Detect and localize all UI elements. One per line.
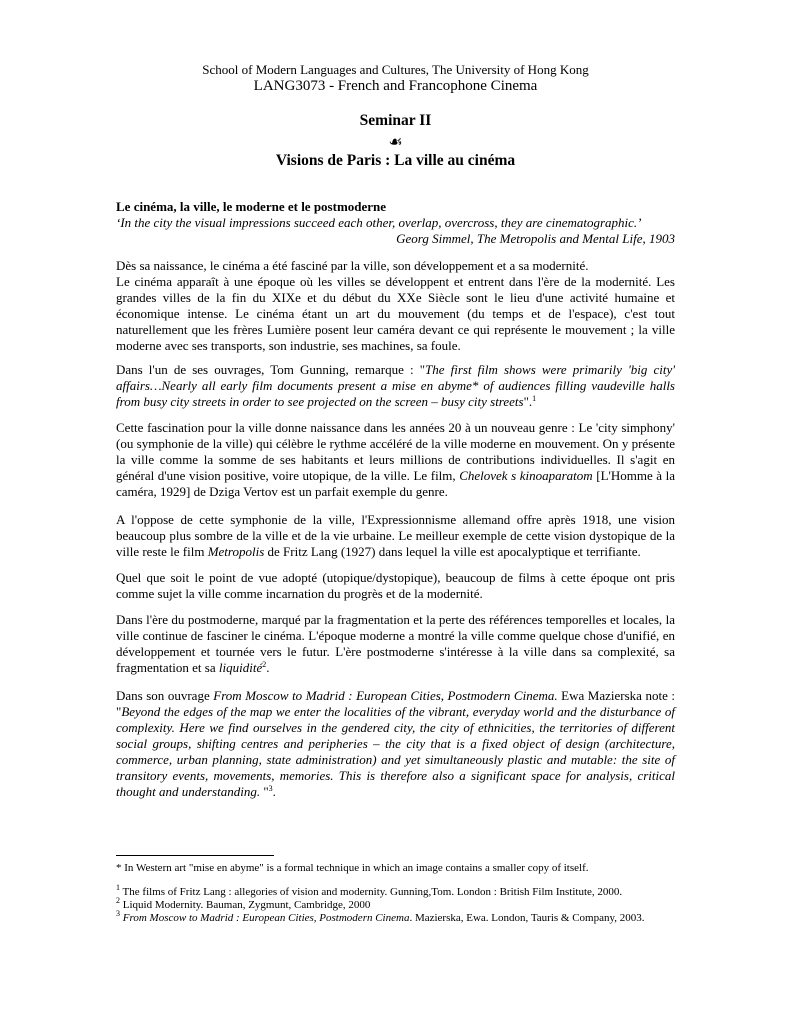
paragraph-6-text: Dans l'ère du postmoderne, marqué par la fragmentation et la perte des références temporelles et locales, la ville continue de fasciner le cinéma. L'époque moderne a montré la ville comme quelque chose d'unifié, en développement et tournée vers le futur. L'ère postmoderne s'intéresse à la ville dans sa complexité, sa fragmentation et sa [116, 612, 675, 675]
footnote-1-number: 1 [116, 883, 120, 892]
paragraph-4-text: A l'oppose de cette symphonie de la ville, l'Expressionnisme allemand offre après 1918, une vision beaucoup plus sombre de la ville et de la vie urbaine. Le meilleur exemple de cette vision dystopique de la ville reste le film [116, 512, 675, 559]
mazierska-quote: Beyond the edges of the map we enter the localities of the vibrant, everyday world and the disturbance of complexity. Here we find ourselves in the gendered city, the city of ethnicities, the territories of different social groups, shifting centres and peripheries – the city that is a fixed object of design (architecture, commerce, urban planning, state administration) and yet simultaneously plastic and mutable: the site of transitory events, movements, memories. This is therefore also a significant space for analysis, critical thought and understanding. [116, 704, 675, 799]
footnote-2-text: Liquid Modernity. Bauman, Zygmunt, Cambridge, 2000 [120, 899, 371, 911]
footnote-3 [116, 909, 675, 925]
footnote-star: * In Western art "mise en abyme" is a formal technique in which an image contains a smaller copy of itself. [116, 862, 589, 874]
paragraph-7-end: . [272, 784, 276, 799]
paragraph-5: Quel que soit le point de vue adopté (utopique/dystopique), beaucoup de films à cette époque ont pris comme sujet la ville comme incarnation du progrès et de la modernité. [116, 570, 675, 601]
liquidite-term: liquidité [218, 660, 263, 675]
footnote-divider [116, 855, 274, 856]
paragraph-7-mid: Ewa Mazierska note : " [116, 688, 675, 719]
institution-line: School of Modern Languages and Cultures, The University of Hong Kong [202, 62, 589, 77]
paragraph-7-intro: Dans son ouvrage [116, 688, 214, 703]
paragraph-6 [116, 612, 675, 676]
epigraph-quote: ‘In the city the visual impressions succeed each other, overlap, overcross, they are cinematographic.’ [116, 215, 642, 230]
epigraph-source: Georg Simmel, The Metropolis and Mental Life, 1903 [396, 231, 675, 246]
footnote-2 [116, 896, 675, 912]
paragraph-1 [116, 258, 675, 354]
footnote-3-number: 3 [116, 909, 120, 918]
paragraph-7-close-quote: " [263, 784, 269, 799]
section-intro [116, 199, 675, 247]
fleuron-icon: ☙ [388, 134, 403, 151]
paragraph-1-first-line: Dès sa naissance, le cinéma a été fasciné par la ville, son développement et a sa modernité. [116, 258, 589, 273]
paragraph-1-body: Le cinéma apparaît à une époque où les villes se développent et entrent dans l'ère de la modernité. Les grandes villes de la fin du XIXe et du début du XXe Siècle sont le lieu d'une activité humaine et économique intense. Le cinéma étant un art du mouvement (du temps et de l'espace), c'est tout naturellement que les frères Lumière posent leur caméra devant ce qui représente le mouvement ; la ville moderne avec ses transports, son industrie, ses machines, sa foule. [116, 274, 675, 353]
footnote-ref-3: 3 [268, 784, 273, 793]
paragraph-3-text: Cette fascination pour la ville donne naissance dans les années 20 à un nouveau genre : Le 'city simphony' (ou symphonie de la ville) qui célèbre le rythme accéléré de la ville moderne en mouvement. On y présente la ville comme la somme de ses habitants et leurs millions de contributions individuelles. Il s'agit en général d'une vision positive, voire utopique, de la ville. Le film, [116, 420, 675, 483]
seminar-heading: Seminar II [359, 112, 432, 129]
paragraph-2-intro: Dans l'un de ses ouvrages, Tom Gunning, remarque : " [116, 362, 426, 377]
book-title: From Moscow to Madrid : European Cities, Postmodern Cinema. [213, 688, 558, 703]
section-heading: Le cinéma, la ville, le moderne et le postmoderne [116, 199, 387, 214]
paragraph-7 [116, 688, 675, 800]
footnote-ref-1: 1 [532, 394, 537, 403]
paragraph-6-end: . [266, 660, 270, 675]
footnote-list [116, 883, 675, 925]
paragraph-4-end: de Fritz Lang (1927) dans lequel la ville est apocalyptique et terrifiante. [264, 544, 641, 559]
footnote-3-title: From Moscow to Madrid : European Cities, Postmodern Cinema [120, 912, 410, 924]
page-title: Visions de Paris : La ville au cinéma [275, 152, 516, 169]
footnote-ref-2: 2 [262, 660, 267, 669]
paragraph-3-end: [L'Homme à la caméra, 1929] de Dziga Vertov est un parfait exemple du genre. [116, 468, 675, 499]
footnote-2-number: 2 [116, 896, 120, 905]
film-title-chelovek: Chelovek s kinoaparatom [459, 468, 593, 483]
paragraph-4 [116, 512, 675, 560]
course-title: LANG3073 - French and Francophone Cinema [253, 78, 538, 94]
footnote-1-text: The films of Fritz Lang : allegories of vision and modernity. Gunning,Tom. London : British Film Institute, 2000. [120, 886, 623, 898]
footnote-3-text: . Mazierska, Ewa. London, Tauris & Company, 2003. [409, 912, 645, 924]
paragraph-3 [116, 420, 675, 500]
film-title-metropolis: Metropolis [207, 544, 265, 559]
gunning-quote: The first film shows were primarily 'big city' affairs…Nearly all early film documents present a mise en abyme* of audiences filling vaudeville halls from busy city streets in order to see projected on the screen – busy city streets [116, 362, 675, 409]
footnote-1 [116, 883, 675, 899]
paragraph-2-close: ". [523, 394, 533, 409]
paragraph-2 [116, 362, 675, 410]
